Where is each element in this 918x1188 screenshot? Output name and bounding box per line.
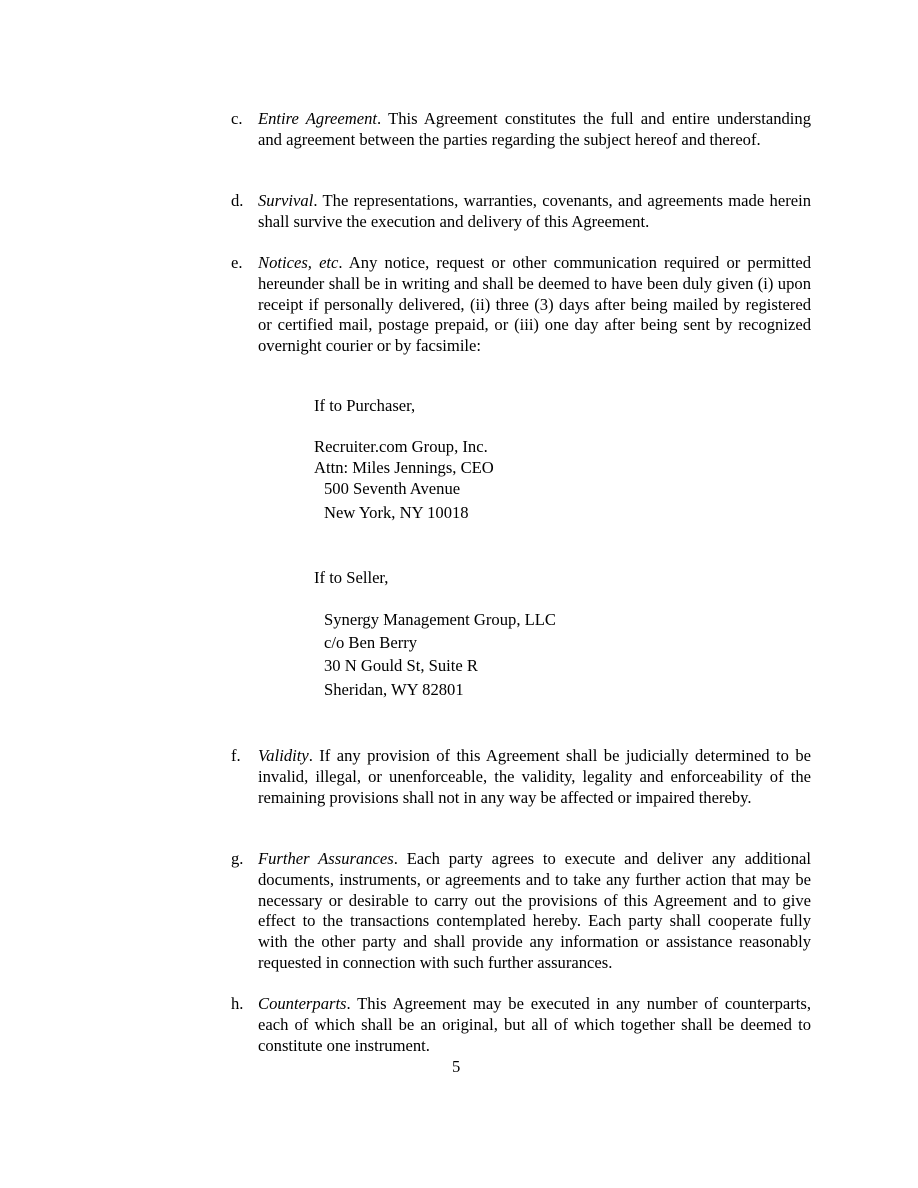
- purchaser-attn: Attn: Miles Jennings, CEO: [314, 458, 494, 477]
- clause-title: Survival: [258, 191, 314, 210]
- clause-text: . This Agreement may be executed in any number of counterparts, each of which shall be an original, but all of which together shall be deemed to constitute one instrument.: [258, 994, 811, 1055]
- clause-g: [231, 849, 811, 974]
- clause-e: [231, 253, 811, 357]
- clause-h: [231, 994, 811, 1056]
- page-number: 5: [452, 1057, 461, 1076]
- purchaser-street: 500 Seventh Avenue: [324, 479, 461, 498]
- purchaser-name: Recruiter.com Group, Inc.: [314, 437, 488, 456]
- clause-body: [258, 746, 811, 808]
- clause-title: Entire Agreement: [258, 109, 378, 128]
- clause-d: [231, 191, 811, 233]
- clause-text: . Any notice, request or other communication required or permitted hereunder shall be in writing and shall be deemed to have been duly given (i) upon receipt if personally delivered, (ii) three (3) days after being mailed by registered or certified mail, postage prepaid, or (iii) one day after being sent by recognized overnight courier or by facsimile:: [258, 253, 811, 356]
- clause-text: . The representations, warranties, covenants, and agreements made herein shall survive the execution and delivery of this Agreement.: [258, 191, 811, 231]
- clause-title: Notices, etc: [258, 253, 339, 272]
- clause-f: [231, 746, 811, 808]
- clause-title: Further Assurances: [258, 849, 394, 868]
- seller-heading: If to Seller,: [314, 568, 389, 587]
- seller-name: Synergy Management Group, LLC: [324, 610, 556, 629]
- clause-body: [258, 109, 811, 151]
- clause-letter: c.: [231, 109, 243, 128]
- purchaser-heading: If to Purchaser,: [314, 396, 416, 415]
- seller-street: 30 N Gould St, Suite R: [324, 656, 478, 675]
- clause-body: [258, 253, 811, 357]
- clause-letter: h.: [231, 994, 244, 1013]
- clause-letter: f.: [231, 746, 241, 765]
- clause-body: [258, 849, 811, 974]
- clause-title: Counterparts: [258, 994, 347, 1013]
- seller-city: Sheridan, WY 82801: [324, 680, 464, 699]
- clause-body: [258, 994, 811, 1056]
- clause-body: [258, 191, 811, 233]
- clause-text: . Each party agrees to execute and deliver any additional documents, instruments, or agreements and to take any further action that may be necessary or desirable to carry out the provisions of this Agreement and to give effect to the transactions contemplated hereby. Each party shall cooperate fully with the other party and shall provide any information or assistance reasonably requested in connection with such further assurances.: [258, 849, 811, 972]
- clause-title: Validity: [258, 746, 309, 765]
- clause-letter: g.: [231, 849, 244, 868]
- clause-letter: d.: [231, 191, 244, 210]
- clause-c: [231, 109, 811, 151]
- purchaser-city: New York, NY 10018: [324, 503, 469, 522]
- seller-attn: c/o Ben Berry: [324, 633, 418, 652]
- clause-text: . If any provision of this Agreement shall be judicially determined to be invalid, illegal, or unenforceable, the validity, legality and enforceability of the remaining provisions shall not in any way be affected or impaired thereby.: [258, 746, 811, 807]
- clause-text: . This Agreement constitutes the full and entire understanding and agreement between the parties regarding the subject hereof and thereof.: [258, 109, 811, 149]
- clause-letter: e.: [231, 253, 243, 272]
